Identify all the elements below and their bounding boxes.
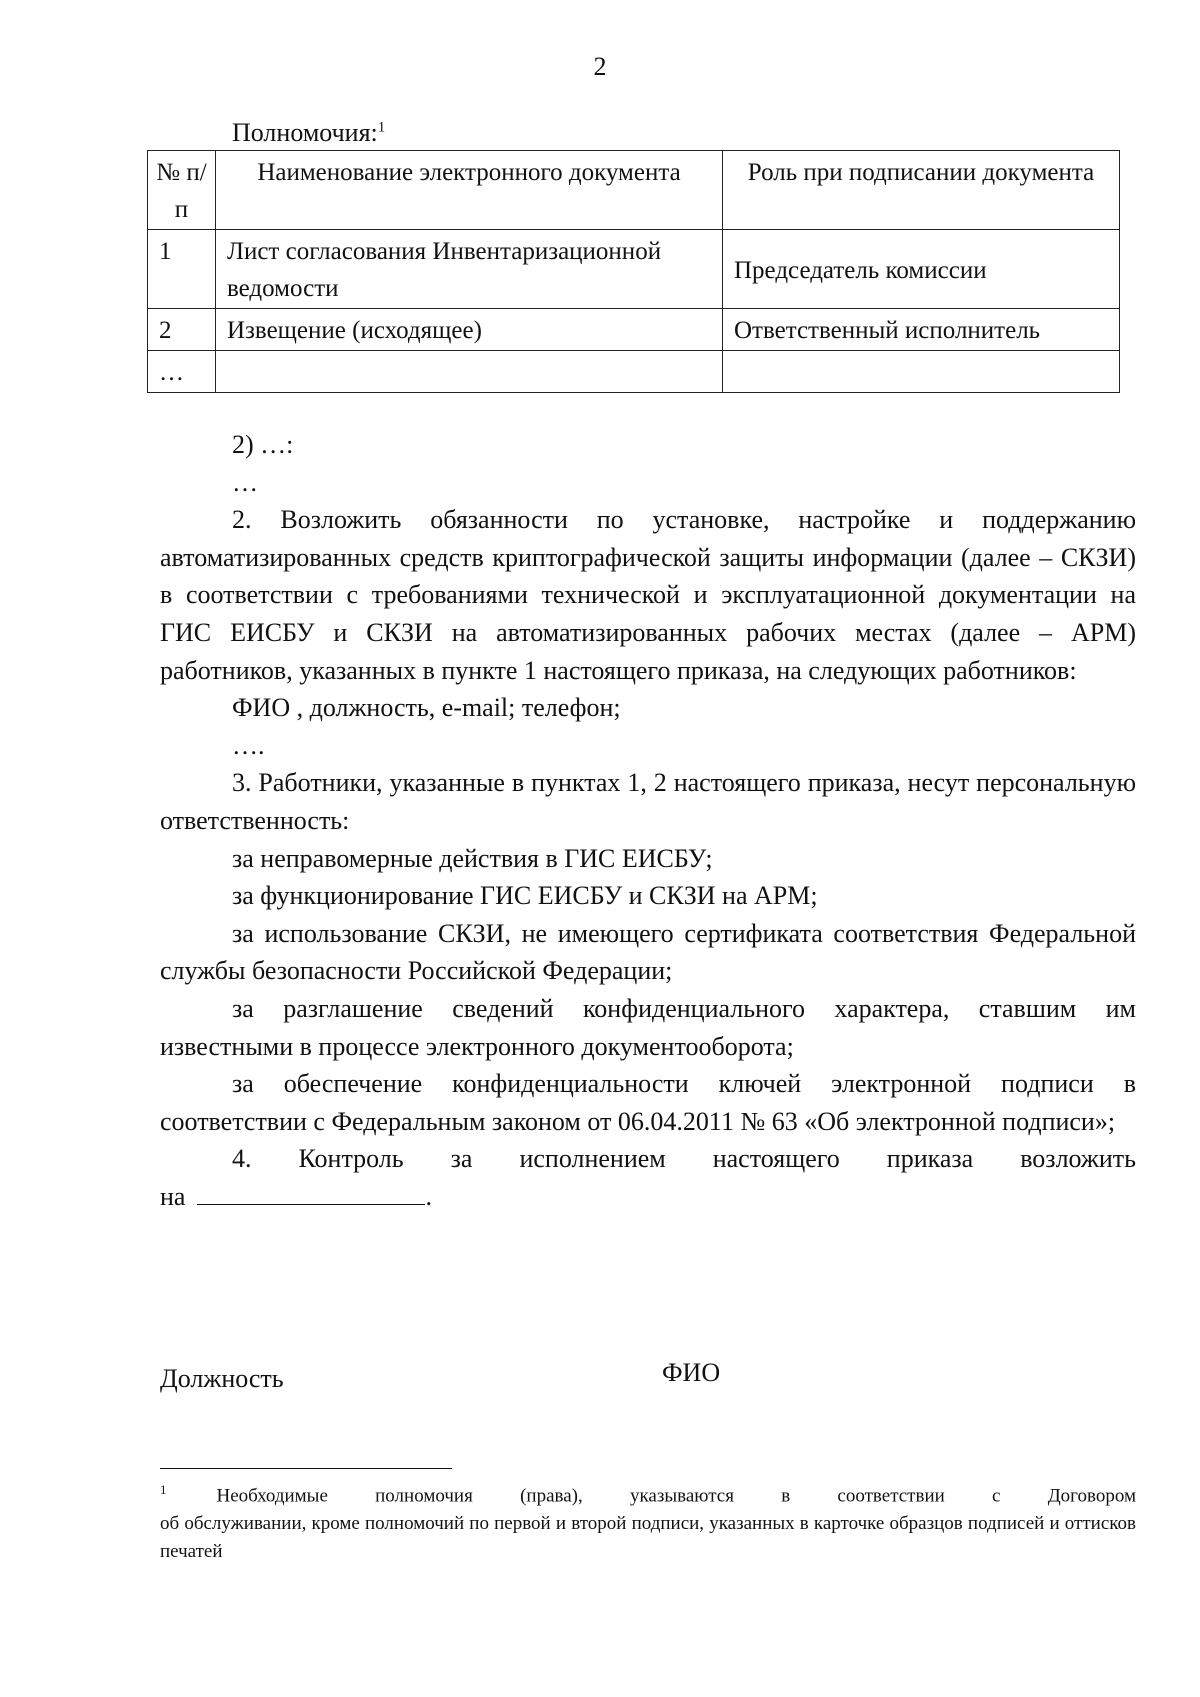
paragraph-3: 3. Работники, указанные в пунктах 1, 2 настоящего приказа, несут персональную ответственность: [160, 768, 1136, 835]
footnote-divider [160, 1468, 452, 1469]
table-row [148, 309, 1120, 351]
responsibility-item: за использование СКЗИ, не имеющего сертификата соответствия Федеральной службы безопасности Российской Федерации; [160, 918, 1136, 986]
powers-title [232, 118, 385, 148]
fio-line: ФИО , должность, e-mail; телефон; [232, 693, 621, 723]
table-header-row [148, 151, 1120, 230]
row-role: Ответственный исполнитель [723, 309, 1120, 351]
footnote-line-1 [160, 1476, 1136, 1510]
row-num: … [148, 351, 216, 393]
powers-table [147, 150, 1120, 393]
signatory-name: ФИО [662, 1358, 721, 1387]
footnote-ref[interactable]: 1 [377, 119, 386, 136]
order-body [160, 426, 1136, 1215]
powers-title-text: Полномочия: [232, 118, 378, 147]
header-num: № п/п [148, 151, 216, 230]
row-document: Лист согласования Инвентаризационной ведомости [216, 230, 723, 309]
paragraph-4-continuation [160, 1178, 1136, 1216]
signatory-position: Должность [160, 1364, 284, 1393]
row-role [723, 351, 1120, 393]
responsibility-item: за функционирование ГИС ЕИСБУ и СКЗИ на АРМ; [232, 881, 818, 911]
row-num: 2 [148, 309, 216, 351]
table-row [148, 230, 1120, 309]
header-document: Наименование электронного документа [216, 151, 723, 230]
paragraph-4: 4. Контроль за исполнением настоящего приказа возложить [232, 1144, 1136, 1174]
paragraph-4-na: на [160, 1181, 186, 1211]
footnote [160, 1476, 1136, 1566]
sub-item-2: 2) …: [232, 430, 294, 459]
row-num: 1 [148, 230, 216, 309]
responsibility-item: за разглашение сведений конфиденциального характера, ставшим им известными в процессе электронного документооборота; [160, 993, 1136, 1061]
footnote-text-1: Необходимые полномочия (права), указываются в соответствии с Договором [216, 1485, 1136, 1507]
row-document [216, 351, 723, 393]
paragraph-2: 2. Возложить обязанности по установке, настройке и поддержанию автоматизированных средств криптографической защиты информации (далее – СКЗИ) в соответствии с требованиями технической и эксплуатационной документации на ГИС ЕИСБУ и СКЗИ на автоматизированных рабочих местах (далее – АРМ) работников, указанных в пункте 1 настоящего приказа, на следующих работников: [160, 505, 1136, 685]
header-role: Роль при подписании документа [723, 151, 1120, 230]
table-row [148, 351, 1120, 393]
row-document: Извещение (исходящее) [216, 309, 723, 351]
ellipsis-line: … [232, 467, 258, 497]
responsibility-item: за неправомерные действия в ГИС ЕИСБУ; [232, 843, 713, 873]
footnote-marker: 1 [160, 1482, 167, 1497]
row-role: Председатель комиссии [723, 230, 1120, 309]
responsibility-item: за обеспечение конфиденциальности ключей электронной подписи в соответствии с Федеральным законом от 06.04.2011 № 63 «Об электронной подписи»; [160, 1069, 1136, 1136]
blank-fill-line [197, 1180, 425, 1205]
paragraph-4-end: . [425, 1181, 432, 1211]
ellipsis-line: …. [232, 730, 265, 760]
footnote-line-2: об обслуживании, кроме полномочий по первой и второй подписи, указанных в карточке образцов подписей и оттисков печатей [160, 1513, 1136, 1563]
page-number: 2 [593, 52, 607, 81]
